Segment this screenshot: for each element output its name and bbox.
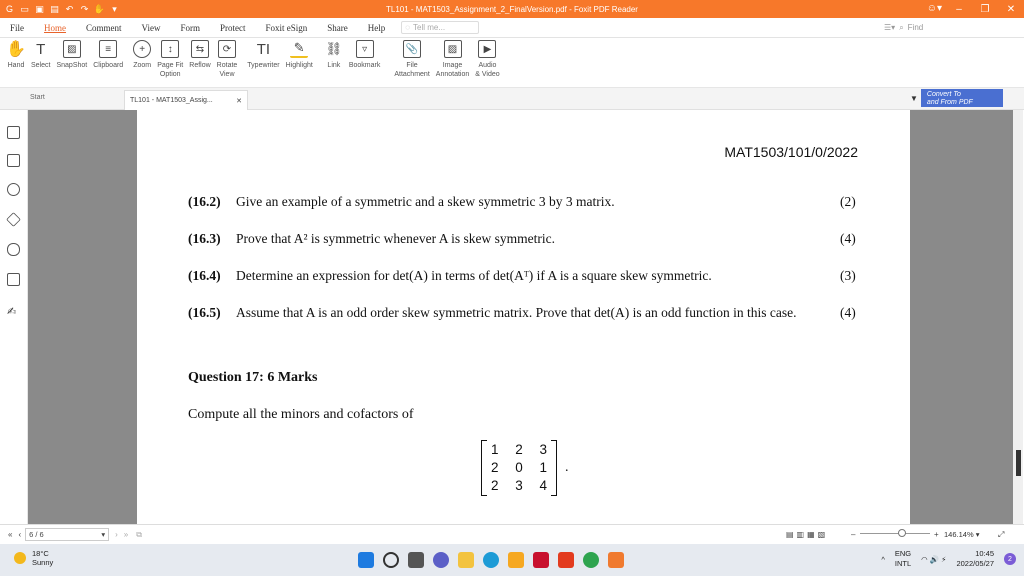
page-fit-icon: ↕ [161,40,179,58]
language-indicator[interactable] [895,549,911,569]
zoom-label: Zoom [133,62,152,69]
zoom-out-icon[interactable]: – [851,530,856,539]
next-page-icon[interactable]: › [115,530,118,539]
matrix-cell: 2 [491,460,499,475]
chrome-icon[interactable] [583,552,599,568]
question-16-4 [188,266,856,285]
menu-protect[interactable]: Protect [220,22,246,33]
question-marks: (4) [840,231,856,246]
clock-date: 2022/05/27 [956,559,994,568]
question-text: Determine an expression for det(A) in terms of det(Aᵀ) if A is a square skew symmetric. [236,268,712,283]
question-number: (16.5) [188,305,221,320]
pdf-page [137,110,910,524]
document-tab-strip [0,88,1024,110]
typewriter-icon: TI [256,40,271,58]
select-tool-button[interactable] [28,40,53,70]
audio-video-icon: ▶ [478,40,496,58]
link-icon: ⛓ [325,41,343,56]
document-header-id: MAT1503/101/0/2022 [724,144,858,160]
weather-widget[interactable] [14,549,53,567]
start-icon[interactable] [358,552,374,568]
open-icon[interactable]: ▭ [20,3,29,14]
reflow-label: Reflow [189,62,211,69]
zoom-icon: + [133,40,151,58]
edge-icon[interactable] [483,552,499,568]
matrix-cell: 2 [515,442,523,457]
zoom-slider-track[interactable] [860,533,930,534]
reflow-icon: ⇆ [191,40,209,58]
minimize-button[interactable]: – [956,3,962,15]
matrix [481,440,557,496]
question-number: (16.2) [188,194,221,209]
question-16-3 [188,229,856,248]
bookmark-label: Bookmark [348,62,381,69]
system-tray [881,549,1016,569]
signature-panel-icon[interactable]: ✍ [7,306,17,318]
layers-panel-icon[interactable] [6,212,21,227]
clipboard-button[interactable] [90,40,126,70]
hand-tool-quick-icon[interactable]: ✋ [93,3,106,14]
redo-icon[interactable]: ↷ [80,3,89,14]
window-title: TL101 - MAT1503_Assignment_2_FinalVersion.pdf - Foxit PDF Reader [386,4,638,14]
zoom-level-value: 146.14% [944,530,974,539]
vertical-scrollbar[interactable] [1013,110,1023,524]
status-bar [0,524,1024,544]
bookmarks-panel-icon[interactable] [7,126,20,139]
question-17-heading: Question 17: 6 Marks [188,370,318,385]
file-attachment-button[interactable] [391,40,432,79]
window-controls [946,0,1024,18]
bookmark-button[interactable] [346,40,384,70]
matrix-cell: 0 [515,460,523,475]
image-annotation-label: Image Annotation [435,62,470,78]
ribbon-home [0,38,1024,88]
fit-page-icon[interactable]: ⤢ [998,529,1005,539]
matrix-left-bracket [481,440,487,496]
question-marks: (2) [840,194,856,209]
tell-me-box[interactable] [401,21,479,34]
tab-start[interactable]: Start [30,94,45,101]
close-tab-icon[interactable]: ✕ [236,97,242,105]
audio-video-label: Audio & Video [475,62,500,78]
zoom-slider-knob[interactable] [898,529,906,537]
convert-pdf-banner[interactable] [910,88,1016,108]
attachments-panel-icon[interactable] [7,243,20,256]
convert-pdf-label: Convert To and From PDF [921,89,1003,107]
page-dropdown-icon[interactable]: ▾ [101,530,106,539]
taskbar-apps [358,552,624,568]
typewriter-label: Typewriter [247,62,280,69]
select-tool-label: Select [31,62,51,69]
foxit-taskbar-icon[interactable] [608,552,624,568]
highlight-icon: ✎ [290,40,308,58]
question-marks: (4) [840,305,856,320]
menu-bar [0,18,1024,38]
first-page-icon[interactable]: « [8,530,13,539]
question-16-2 [188,192,856,211]
audio-video-button[interactable] [472,40,502,79]
question-text: Give an example of a symmetric and a skew symmetric 3 by 3 matrix. [236,194,615,209]
rotate-view-label: Rotate View [216,62,238,78]
question-text: Prove that A² is symmetric whenever A is skew symmetric. [236,231,555,246]
clipboard-label: Clipboard [93,62,124,69]
question-number: (16.4) [188,268,221,283]
matrix-cell: 2 [491,478,499,493]
language-code: ENG [894,549,912,558]
page-number-value: 6 / 6 [29,530,44,539]
save-icon[interactable]: ▣ [35,3,44,14]
chat-icon[interactable] [433,552,449,568]
pages-panel-icon[interactable] [7,154,20,167]
tab-document-label: TL101 - MAT1503_Assig... [130,97,213,104]
comments-panel-icon[interactable] [7,183,20,196]
find-box[interactable] [884,21,994,34]
print-icon[interactable]: ▤ [50,3,59,14]
hand-icon: ✋ [6,41,26,58]
select-text-icon: T [36,40,46,58]
weather-condition: Sunny [32,558,54,567]
reflow-button[interactable] [186,40,213,70]
highlight-label: Highlight [285,62,313,69]
weather-text [32,549,53,567]
page-fit-label: Page Fit Option [157,62,184,78]
matrix-row [491,442,547,457]
notification-badge[interactable]: 2 [1004,553,1016,565]
typewriter-button[interactable] [244,40,282,70]
customize-quick-access-icon[interactable]: ▾ [112,3,117,14]
hand-tool-label: Hand [7,62,25,69]
matrix-cell: 3 [515,478,523,493]
menu-foxit-esign[interactable]: Foxit eSign [265,22,308,33]
security-panel-icon[interactable] [7,273,20,286]
undo-icon[interactable]: ↶ [65,3,74,14]
menu-home[interactable]: Home [44,22,67,33]
mcafee-icon[interactable] [533,552,549,568]
network-volume-icons[interactable]: ◠ 🔊 ⚡ [921,554,947,564]
menu-comment[interactable]: Comment [86,22,122,33]
tab-list-dropdown-icon[interactable]: ▼ [910,93,918,103]
rotate-view-icon: ⟳ [218,40,236,58]
question-16-5 [188,303,856,322]
view-mode-icons[interactable]: ▤▥▦▧ [786,530,829,539]
clock[interactable] [956,549,994,569]
foxit-logo-icon: G [5,4,13,14]
snapshot-icon: ▨ [63,40,81,58]
search-icon: ⌕ [899,22,904,32]
scrollbar-thumb[interactable] [1016,450,1021,476]
matrix-cell: 1 [491,442,499,457]
matrix-row [491,478,547,493]
image-annotation-icon: ▨ [444,40,462,58]
store-icon[interactable] [508,552,524,568]
matrix-cell: 3 [539,442,547,457]
file-explorer-icon[interactable] [458,552,474,568]
tab-document[interactable] [124,90,248,110]
snapshot-label: SnapShot [56,62,88,69]
find-placeholder: Find [907,23,924,32]
question-number: (16.3) [188,231,221,246]
search-taskbar-icon[interactable] [383,552,399,568]
menu-form[interactable]: Form [180,22,200,33]
zoom-in-icon[interactable]: + [934,530,939,539]
hidden-icons-chevron-icon[interactable]: ^ [881,554,885,564]
sun-icon [14,552,26,564]
bookmark-icon: ▿ [356,40,374,58]
menu-file[interactable]: File [10,22,25,33]
task-view-icon[interactable] [408,552,424,568]
rotate-view-button[interactable] [214,40,241,79]
menu-share[interactable]: Share [327,22,348,33]
link-label: Link [327,62,341,69]
snapshot-button[interactable] [53,40,90,70]
tell-me-placeholder: Tell me... [413,23,446,32]
office-icon[interactable] [558,552,574,568]
lightbulb-icon: ◌ [405,23,411,32]
matrix-cell: 4 [539,478,547,493]
question-marks: (3) [840,268,856,283]
zoom-button[interactable] [130,40,154,70]
file-attachment-icon: 📎 [403,40,421,58]
matrix-cell: 1 [539,460,547,475]
windows-taskbar [0,544,1024,576]
question-17-text: Compute all the minors and cofactors of [188,407,414,422]
previous-page-icon[interactable]: ‹ [18,530,22,539]
clipboard-icon: ≡ [99,40,117,58]
zoom-level[interactable]: 146.14% ▾ [944,530,980,539]
ribbon-display-options-icon[interactable]: ☰▾ [884,23,896,32]
file-attachment-label: File Attachment [394,62,430,78]
navigation-sidebar [0,110,28,524]
title-bar [0,0,1024,18]
matrix-period: . [565,460,569,475]
highlight-button[interactable] [283,40,316,70]
question-text: Assume that A is an odd order skew symmetric matrix. Prove that det(A) is an odd function in this case. [236,305,797,320]
temperature: 18°C [32,549,49,558]
page-layout-icon[interactable]: ⧉ [136,529,142,539]
clock-time: 10:45 [975,549,994,558]
page-fit-option-button[interactable] [154,40,186,79]
last-page-icon[interactable]: » [123,530,129,539]
account-icon[interactable]: ☺▾ [926,3,942,14]
menu-help[interactable]: Help [367,22,386,33]
restore-button[interactable]: ❐ [980,3,990,15]
close-button[interactable]: ✕ [1006,3,1016,15]
keyboard-layout: INTL [894,559,912,568]
image-annotation-button[interactable] [433,40,472,79]
link-button[interactable] [322,40,346,70]
matrix-right-bracket [551,440,557,496]
matrix-row [491,460,547,475]
quick-access-toolbar [0,4,120,15]
page-number-field[interactable] [25,528,109,541]
menu-view[interactable]: View [141,22,161,33]
hand-tool-button[interactable] [4,40,28,70]
